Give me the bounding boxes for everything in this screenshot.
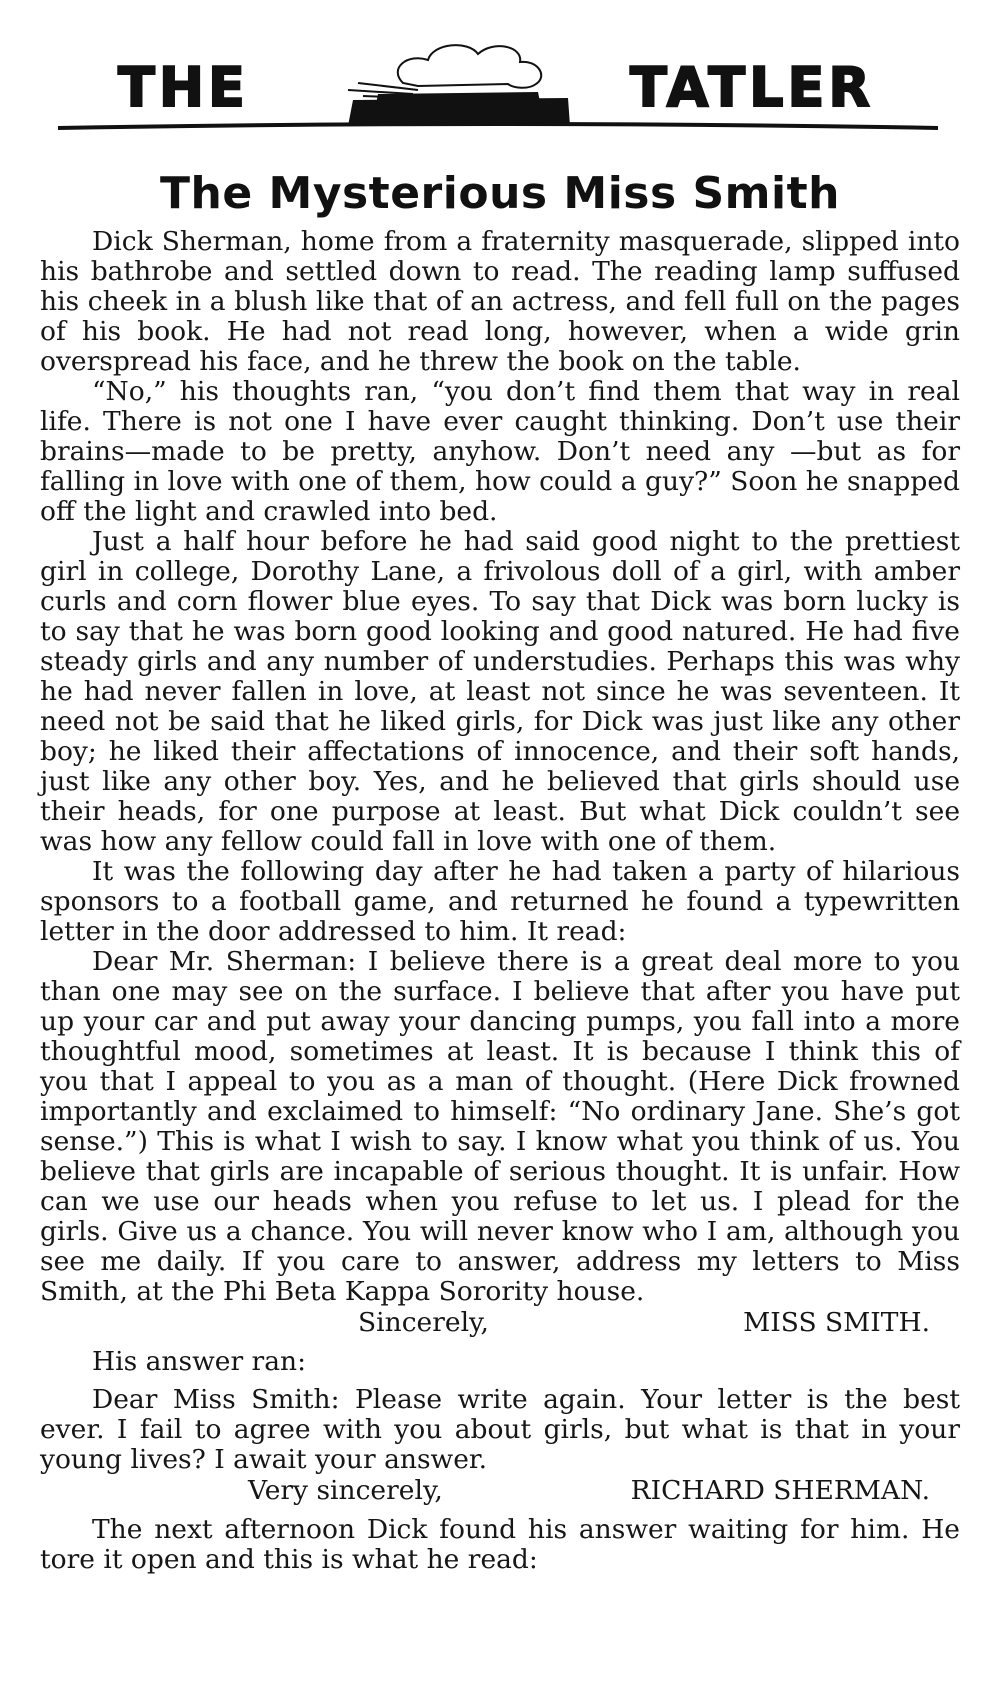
masthead-word-tatler: TATLER [630, 56, 874, 119]
signoff-signature: MISS SMITH. [743, 1307, 930, 1338]
paragraph: Just a half hour before he had said good night to the prettiest girl in college, Dorothy Lane, a frivolous doll of a girl, with amber curls and corn flower blue eyes. To say that Dick was born lucky is to say that he was born good looking and good natured. He had five steady girls and any number of understudies. Perhaps this was why he had never fallen in love, at least not since he was seventeen. It need not be said that he liked girls, for Dick was just like any other boy; he liked their affectations of innocence, and their soft hands, just like any other boy. Yes, and he believed that girls should use their heads, for one purpose at least. But what Dick couldn’t see was how any fellow could fall in love with one of them. [40, 526, 960, 857]
magazine-page [40, 0, 960, 1575]
article-title: The Mysterious Miss Smith [160, 168, 840, 219]
paragraph: Dick Sherman, home from a fraternity masquerade, slipped into his bathrobe and settled down to read. The reading lamp suffused his cheek in a blush like that of an actress, and fell full on the pages of his book. He had not read long, however, when a wide grin overspread his face, and he threw the book on the table. [40, 226, 960, 377]
signoff-miss-smith [40, 1307, 960, 1339]
paragraph: It was the following day after he had taken a party of hilarious sponsors to a football game, and returned he found a typewritten letter in the door addressed to him. It read: [40, 856, 960, 947]
answer-intro: His answer ran: [92, 1346, 306, 1377]
signoff-richard-sherman [40, 1475, 960, 1507]
signoff-closing: Sincerely, [358, 1307, 489, 1338]
article-body [40, 227, 960, 1575]
signoff-closing: Very sincerely, [248, 1475, 443, 1506]
reply-letter: Dear Miss Smith: Please write again. Your letter is the best ever. I fail to agree with you about girls, but what is that in your young lives? I await your answer. [40, 1384, 960, 1475]
letter-from-miss-smith: Dear Mr. Sherman: I believe there is a great deal more to you than one may see on the surface. I believe that after you have put up your car and put away your dancing pumps, you fall into a more thoughtful mood, sometimes at least. It is because I think this of you that I appeal to you as a man of thought. (Here Dick frowned importantly and exclaimed to himself: “No ordinary Jane. She’s got sense.”) This is what I wish to say. I know what you think of us. You believe that girls are incapable of serious thought. It is unfair. How can we use our heads when you refuse to let us. I plead for the girls. Give us a chance. You will never know who I am, although you see me daily. If you care to answer, address my letters to Miss Smith, at the Phi Beta Kappa Sorority house. [40, 946, 960, 1307]
paragraph: The next afternoon Dick found his answer waiting for him. He tore it open and this is what he read: [40, 1514, 960, 1575]
paragraph: “No,” his thoughts ran, “you don’t find them that way in real life. There is not one I have ever caught thinking. Don’t use their brains—made to be pretty, anyhow. Don’t need any —but as for falling in love with one of them, how could a guy?” Soon he snapped off the light and crawled into bed. [40, 376, 960, 527]
masthead-word-the: THE [118, 56, 249, 119]
signoff-signature: RICHARD SHERMAN. [630, 1475, 930, 1506]
masthead [40, 0, 960, 150]
